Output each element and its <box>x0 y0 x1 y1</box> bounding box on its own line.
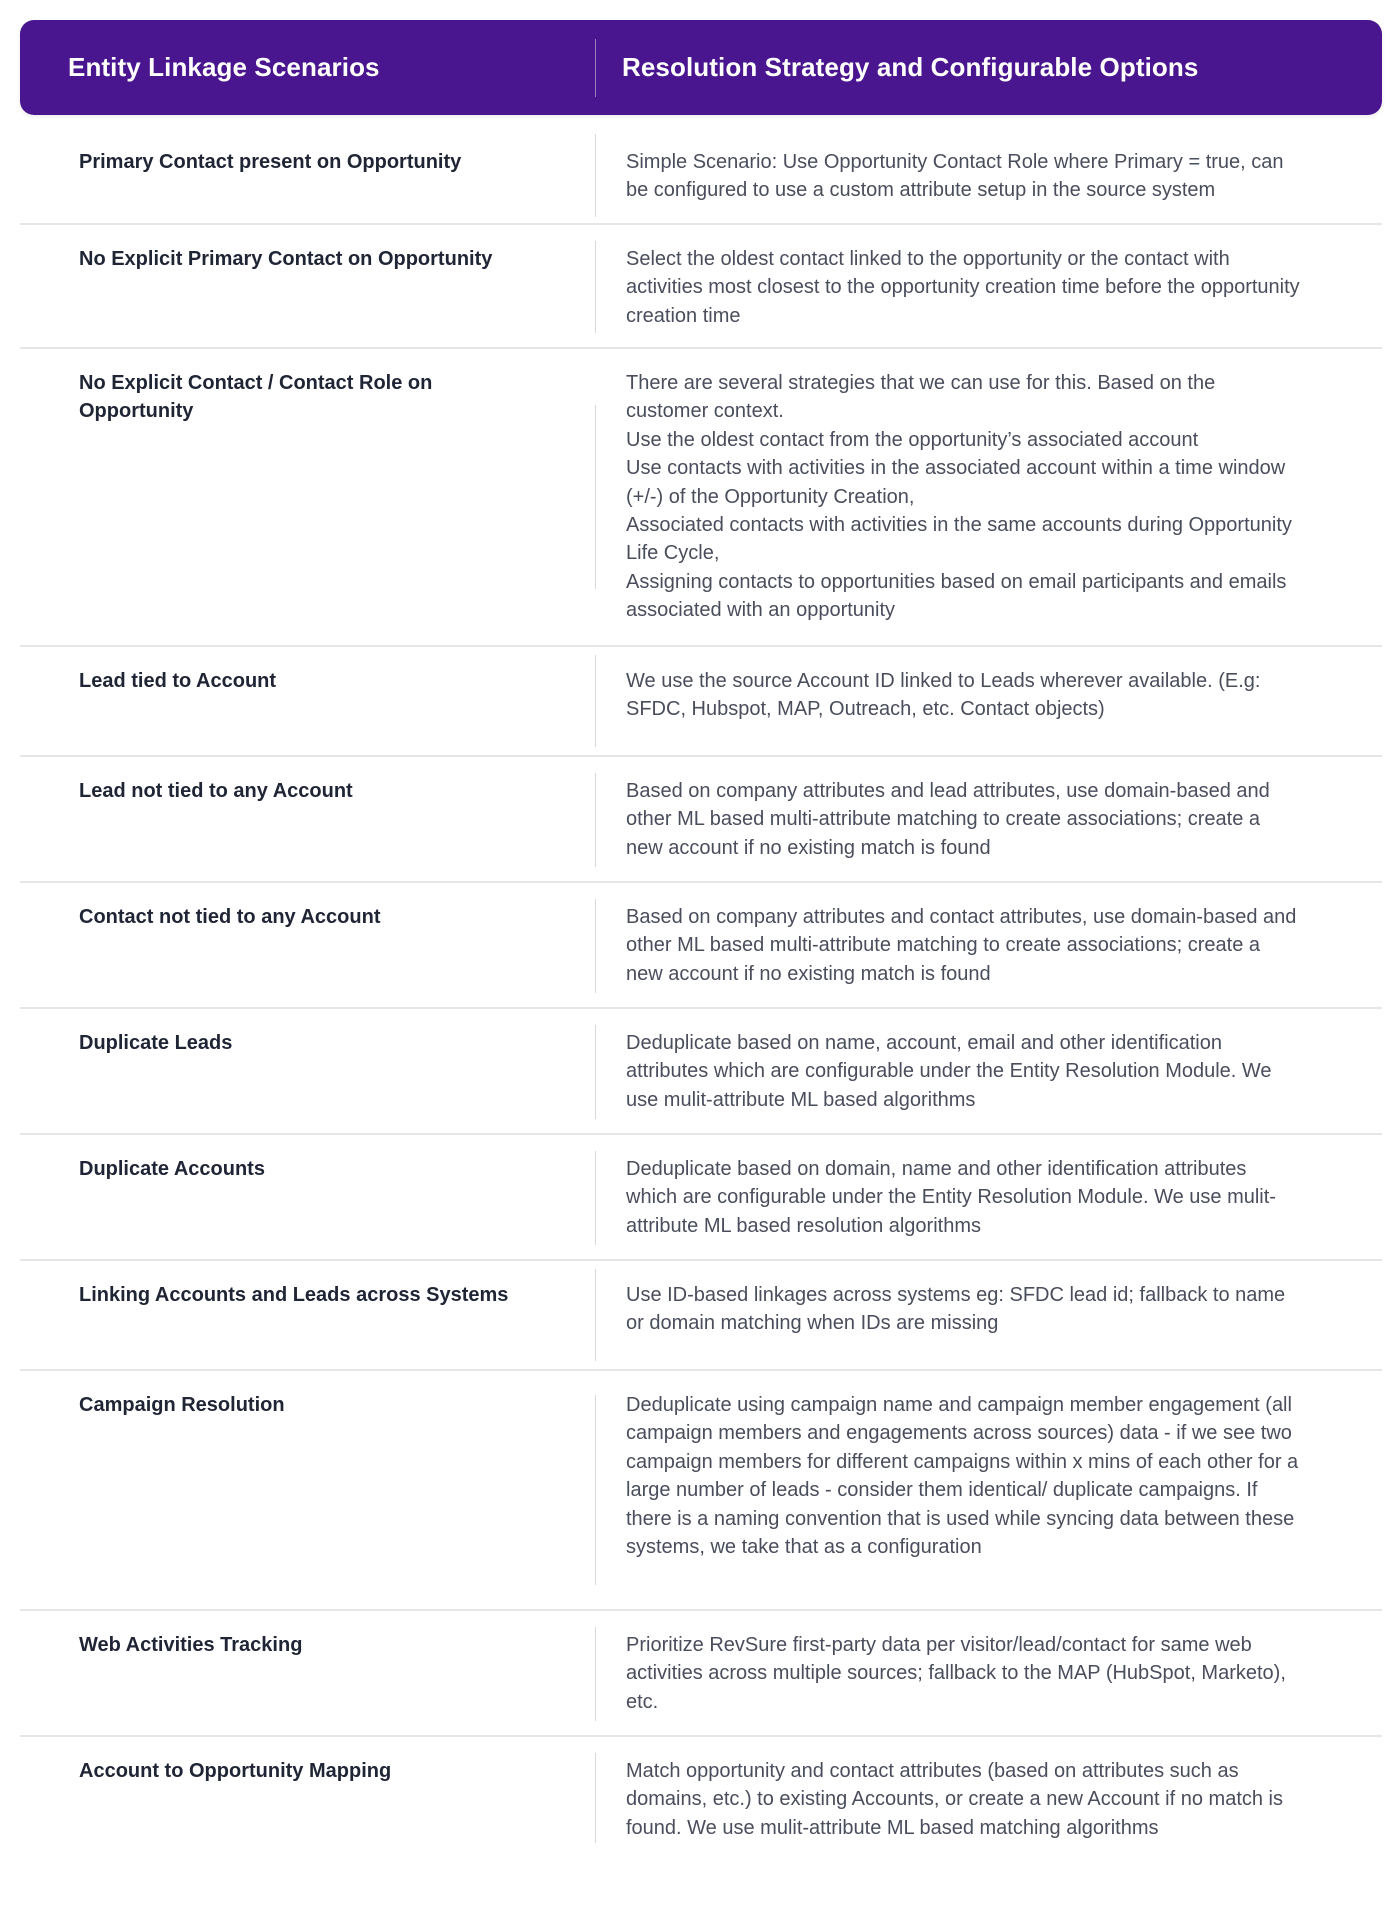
column-divider <box>595 134 596 217</box>
scenario-cell: Account to Opportunity Mapping <box>79 1760 392 1782</box>
table-row <box>20 118 1382 225</box>
column-divider <box>595 1269 596 1361</box>
strategy-cell <box>595 1391 1382 1609</box>
header-strategy: Resolution Strategy and Configurable Options <box>622 52 1199 82</box>
strategy-line: Prioritize RevSure first-party data per visitor/lead/contact for same web activities across multiple sources; fallback to the MAP (HubSpot, Marketo), etc. <box>626 1634 1286 1713</box>
strategy-line: Select the oldest contact linked to the opportunity or the contact with activities most closest to the opportunity creation time before the opportunity creation time <box>626 248 1300 327</box>
table-row <box>20 647 1382 757</box>
column-divider <box>595 1753 596 1843</box>
strategy-line: Deduplicate based on domain, name and other identification attributes which are configurable under the Entity Resolution Module. We use mulit-attribute ML based resolution algorithms <box>626 1158 1276 1237</box>
strategy-line: There are several strategies that we can use for this. Based on the customer context. <box>626 372 1216 423</box>
table-row <box>20 757 1382 883</box>
strategy-cell <box>595 1281 1382 1369</box>
column-divider <box>595 1395 596 1585</box>
strategy-cell <box>595 667 1382 755</box>
strategy-line: Match opportunity and contact attributes (based on attributes such as domains, etc.) to existing Accounts, or create a new Account if no match is found. We use mulit-attribute ML based matching algorithms <box>626 1760 1283 1839</box>
table-header <box>20 20 1382 115</box>
table-body <box>20 118 1382 1857</box>
table-row <box>20 883 1382 1009</box>
scenario-cell: Duplicate Accounts <box>79 1158 265 1180</box>
column-divider <box>595 655 596 747</box>
column-divider <box>595 1151 596 1245</box>
scenario-cell: No Explicit Primary Contact on Opportunity <box>79 248 493 270</box>
scenario-cell: Duplicate Leads <box>79 1032 233 1054</box>
table-row <box>20 1737 1382 1857</box>
column-divider <box>595 241 596 333</box>
scenario-cell: Campaign Resolution <box>79 1394 285 1416</box>
strategy-line: Associated contacts with activities in the same accounts during Opportunity Life Cycle, <box>626 514 1292 565</box>
strategy-line: Use ID-based linkages across systems eg: SFDC lead id; fallback to name or domain matching when IDs are missing <box>626 1284 1286 1335</box>
strategy-line: Deduplicate using campaign name and campaign member engagement (all campaign members and engagements across sources) data - if we see two campaign members for different campaigns within x mins of each other for a large number of leads - consider them identical/ duplicate campaigns. If there is a naming convention that is used while syncing data between these systems, we take that as a configuration <box>626 1394 1299 1559</box>
table-row <box>20 1261 1382 1371</box>
column-divider <box>595 899 596 993</box>
column-divider <box>595 405 596 589</box>
table-row <box>20 1611 1382 1737</box>
strategy-line: Assigning contacts to opportunities based on email participants and emails associated with an opportunity <box>626 570 1287 622</box>
strategy-line: Use contacts with activities in the associated account within a time window (+/-) of the Opportunity Creation, <box>626 457 1286 508</box>
column-divider <box>595 773 596 867</box>
strategy-line: Based on company attributes and lead attributes, use domain-based and other ML based multi-attribute matching to create associations; create a new account if no existing match is found <box>626 780 1270 859</box>
strategy-line: Use the oldest contact from the opportunity’s associated account <box>626 428 1199 451</box>
column-divider <box>595 1627 596 1721</box>
strategy-line: Simple Scenario: Use Opportunity Contact Role where Primary = true, can be configured to use a custom attribute setup in the source system <box>626 151 1284 202</box>
strategy-line: Deduplicate based on name, account, email and other identification attributes which are configurable under the Entity Resolution Module. We use mulit-attribute ML based algorithms <box>626 1032 1272 1111</box>
column-divider <box>595 1025 596 1119</box>
strategy-cell <box>595 1757 1382 1857</box>
header-scenarios: Entity Linkage Scenarios <box>68 52 380 82</box>
table-row <box>20 1371 1382 1611</box>
table-row <box>20 1009 1382 1135</box>
table-row <box>20 1135 1382 1261</box>
scenario-cell: Web Activities Tracking <box>79 1634 303 1656</box>
strategy-cell <box>595 777 1382 881</box>
scenario-cell: Contact not tied to any Account <box>79 906 381 928</box>
resolution-table <box>20 20 1382 1857</box>
strategy-line: Based on company attributes and contact attributes, use domain-based and other ML based multi-attribute matching to create associations; create a new account if no existing match is found <box>626 906 1297 985</box>
strategy-cell <box>595 1029 1382 1133</box>
strategy-cell <box>595 903 1382 1007</box>
scenario-cell: Lead tied to Account <box>79 670 277 692</box>
strategy-cell <box>595 148 1382 223</box>
table-row <box>20 225 1382 349</box>
strategy-line: We use the source Account ID linked to Leads wherever available. (E.g: SFDC, Hubspot, MAP, Outreach, etc. Contact objects) <box>626 670 1261 721</box>
scenario-cell: Primary Contact present on Opportunity <box>79 151 462 173</box>
scenario-cell: Linking Accounts and Leads across Systems <box>79 1284 509 1306</box>
table-row <box>20 349 1382 647</box>
scenario-cell: Lead not tied to any Account <box>79 780 353 802</box>
strategy-cell <box>595 369 1382 645</box>
strategy-cell <box>595 245 1382 347</box>
scenario-cell: No Explicit Contact / Contact Role on Opportunity <box>79 372 433 422</box>
strategy-cell <box>595 1155 1382 1259</box>
strategy-cell <box>595 1631 1382 1735</box>
